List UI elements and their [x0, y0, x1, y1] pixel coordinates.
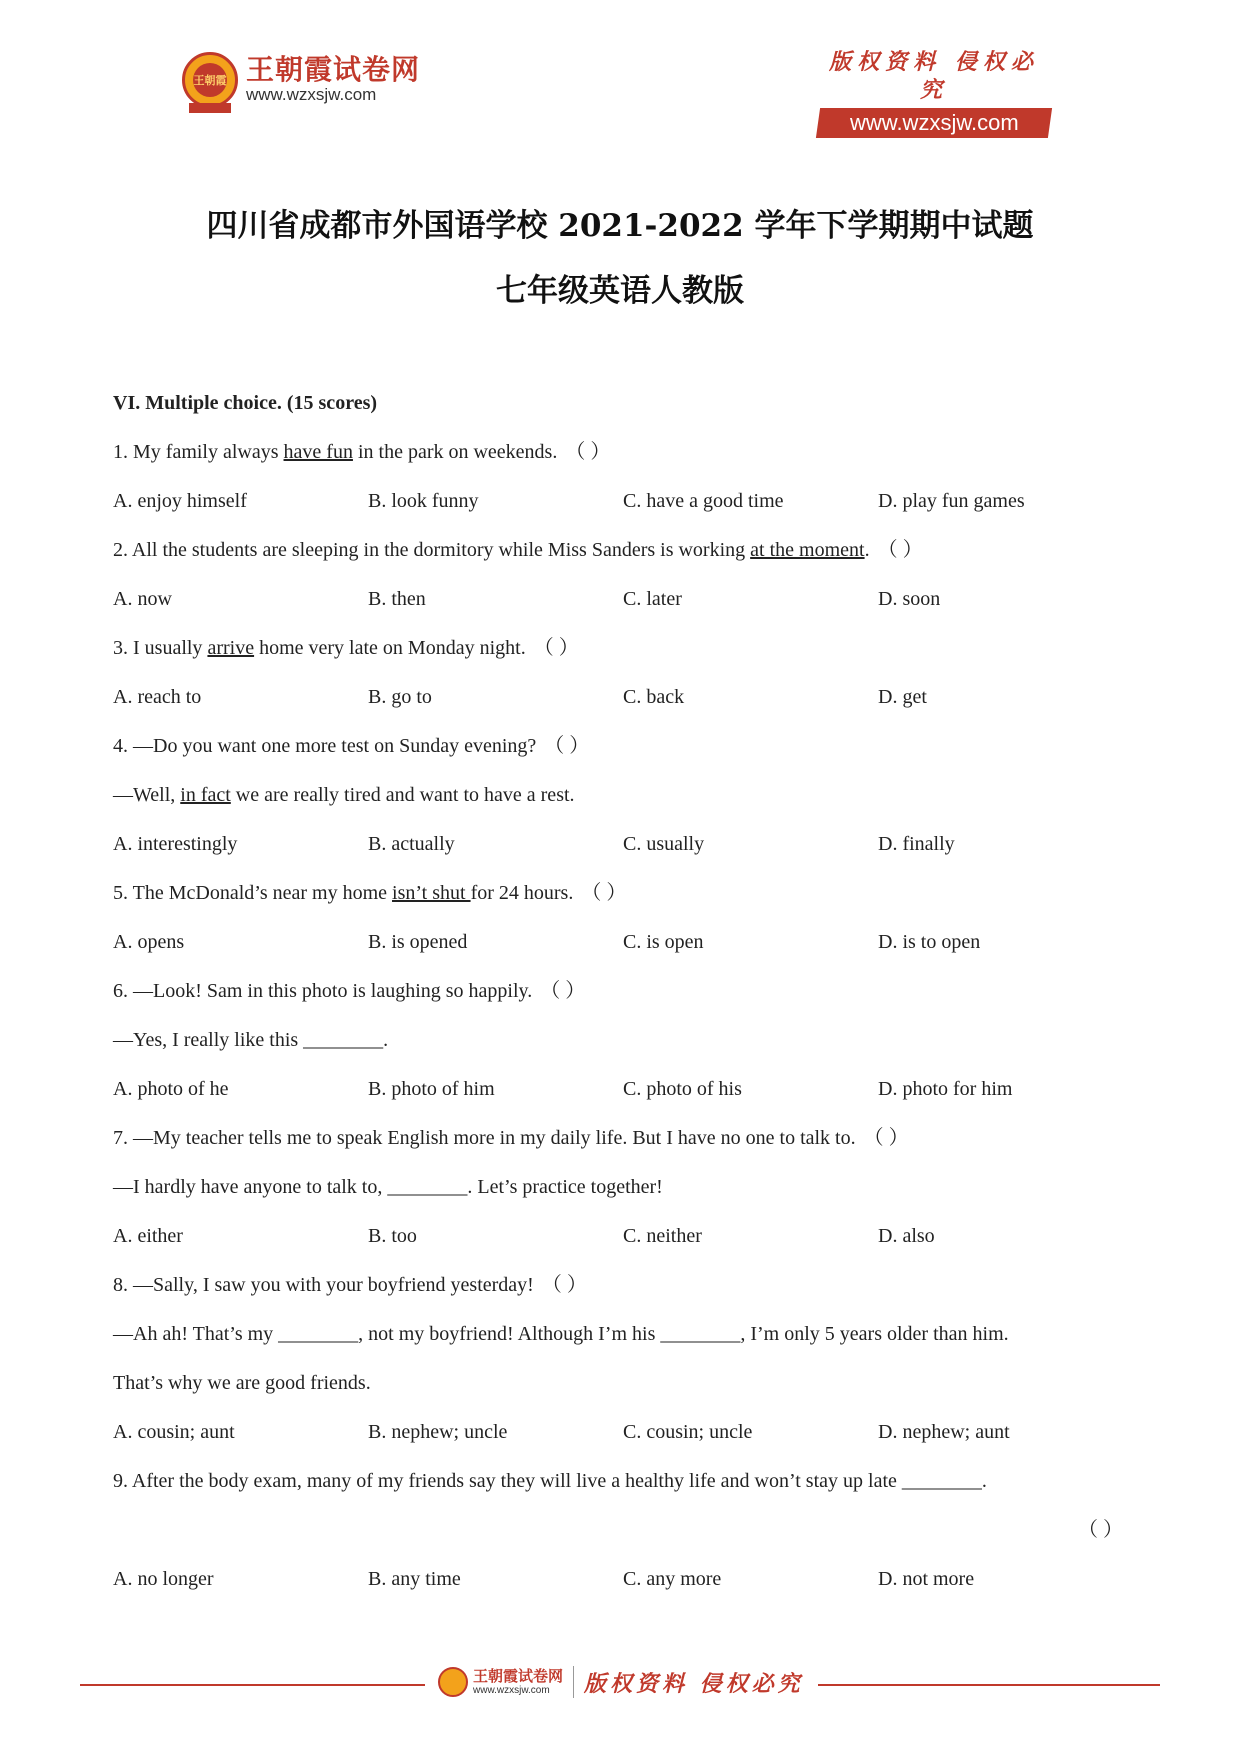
question-section — [113, 388, 1133, 1613]
question-text: 8. —Sally, I saw you with your boyfriend yesterday! — [113, 1274, 534, 1296]
question-text: 6. —Look! Sam in this photo is laughing so happily. — [113, 980, 533, 1002]
option-d[interactable]: D. soon — [878, 588, 941, 610]
footer-copyright: 版权资料 侵权必究 — [584, 1670, 804, 1697]
question-6-reply: —Yes, I really like this ________. — [113, 1029, 389, 1051]
option-c[interactable]: C. later — [623, 588, 682, 610]
footer-seal-emblem — [438, 1667, 468, 1697]
option-d[interactable]: D. photo for him — [878, 1078, 1013, 1100]
option-a[interactable]: A. either — [113, 1225, 183, 1247]
question-text: 3. I usually — [113, 637, 208, 659]
underlined-phrase: have fun — [283, 441, 353, 463]
option-c[interactable]: C. any more — [623, 1568, 722, 1590]
option-d[interactable]: D. get — [878, 686, 927, 708]
options-3 — [113, 682, 1133, 731]
page-footer — [0, 1660, 1240, 1710]
option-a[interactable]: A. photo of he — [113, 1078, 229, 1100]
question-5 — [113, 878, 1133, 927]
options-8 — [113, 1417, 1133, 1466]
options-6 — [113, 1074, 1133, 1123]
question-7-reply: —I hardly have anyone to talk to, ________. Let’s practice together! — [113, 1176, 663, 1198]
answer-blank[interactable]: （ ） — [533, 637, 579, 659]
question-1 — [113, 437, 1133, 486]
option-d[interactable]: D. finally — [878, 833, 955, 855]
option-c[interactable]: C. back — [623, 686, 685, 708]
options-2 — [113, 584, 1133, 633]
underlined-phrase: isn’t shut — [392, 882, 471, 904]
options-1 — [113, 486, 1133, 535]
answer-blank[interactable]: （ ） — [581, 882, 627, 904]
option-b[interactable]: B. nephew; uncle — [368, 1421, 508, 1443]
page-header — [0, 0, 1240, 135]
option-a[interactable]: A. opens — [113, 931, 185, 953]
option-d[interactable]: D. play fun games — [878, 490, 1025, 512]
question-4 — [113, 731, 1133, 780]
option-b[interactable]: B. any time — [368, 1568, 461, 1590]
footer-separator — [573, 1666, 574, 1698]
question-8-reply-cont: That’s why we are good friends. — [113, 1372, 371, 1394]
question-text: 4. —Do you want one more test on Sunday evening? — [113, 735, 537, 757]
site-logo[interactable] — [182, 52, 420, 108]
underlined-phrase: in fact — [180, 784, 231, 806]
option-b[interactable]: B. is opened — [368, 931, 468, 953]
option-b[interactable]: B. too — [368, 1225, 417, 1247]
copyright-url-bar[interactable] — [816, 108, 1052, 138]
option-c[interactable]: C. have a good time — [623, 490, 784, 512]
question-9: 9. After the body exam, many of my friends say they will live a healthy life and won’t stay up late ________. — [113, 1470, 987, 1492]
answer-blank[interactable]: （ ） — [877, 539, 923, 561]
option-d[interactable]: D. nephew; aunt — [878, 1421, 1010, 1443]
footer-logo-name: 王朝霞试卷网 — [473, 1666, 564, 1685]
exam-title: 四川省成都市外国语学校 2021-2022 学年下学期期中试题 — [206, 208, 1034, 244]
copyright-text: 版权资料 侵权必究 — [829, 49, 1039, 103]
answer-blank[interactable]: （ ） — [863, 1127, 909, 1149]
footer-brand — [438, 1666, 804, 1698]
question-4-reply — [113, 780, 1133, 829]
question-8-reply: —Ah ah! That’s my ________, not my boyfriend! Although I’m his ________, I’m only 5 years older than him. — [113, 1323, 1009, 1345]
option-c[interactable]: C. is open — [623, 931, 704, 953]
question-text: 7. —My teacher tells me to speak English more in my daily life. But I have no one to talk to. — [113, 1127, 856, 1149]
answer-blank[interactable]: （ ） — [541, 1274, 587, 1296]
footer-divider-left — [80, 1684, 425, 1686]
question-text: 5. The McDonald’s near my home — [113, 882, 393, 904]
option-a[interactable]: A. reach to — [113, 686, 202, 708]
option-b[interactable]: B. photo of him — [368, 1078, 495, 1100]
options-4 — [113, 829, 1133, 878]
question-8 — [113, 1270, 1133, 1319]
question-7 — [113, 1123, 1133, 1172]
logo-name: 王朝霞试卷网 — [246, 53, 421, 86]
question-text: —Well, — [113, 784, 181, 806]
section-heading: VI. Multiple choice. (15 scores) — [113, 392, 378, 414]
question-text: 1. My family always — [113, 441, 284, 463]
option-d[interactable]: D. also — [878, 1225, 935, 1247]
footer-divider-right — [818, 1684, 1160, 1686]
option-c[interactable]: C. neither — [623, 1225, 702, 1247]
option-c[interactable]: C. photo of his — [623, 1078, 742, 1100]
question-2 — [113, 535, 1133, 584]
question-6 — [113, 976, 1133, 1025]
option-b[interactable]: B. look funny — [368, 490, 479, 512]
option-c[interactable]: C. usually — [623, 833, 705, 855]
underlined-phrase: arrive — [207, 637, 255, 659]
answer-blank[interactable]: （ ） — [544, 735, 590, 757]
options-5 — [113, 927, 1133, 976]
exam-subtitle: 七年级英语人教版 — [496, 273, 744, 309]
option-a[interactable]: A. interestingly — [113, 833, 238, 855]
copyright-url[interactable]: www.wzxsjw.com — [849, 110, 1019, 135]
option-d[interactable]: D. is to open — [878, 931, 981, 953]
option-b[interactable]: B. then — [368, 588, 426, 610]
logo-url[interactable]: www.wzxsjw.com — [246, 85, 377, 104]
answer-blank[interactable]: （ ） — [540, 980, 586, 1002]
option-a[interactable]: A. cousin; aunt — [113, 1421, 235, 1443]
seal-ribbon — [189, 103, 231, 113]
option-a[interactable]: A. enjoy himself — [113, 490, 247, 512]
option-a[interactable]: A. now — [113, 588, 172, 610]
question-text: 2. All the students are sleeping in the dormitory while Miss Sanders is working — [113, 539, 751, 561]
underlined-phrase: at the moment — [750, 539, 865, 561]
copyright-block — [818, 48, 1050, 138]
seal-text: 王朝霞 — [193, 63, 227, 97]
option-a[interactable]: A. no longer — [113, 1568, 214, 1590]
option-d[interactable]: D. not more — [878, 1568, 975, 1590]
footer-logo-url[interactable]: www.wzxsjw.com — [473, 1684, 550, 1696]
option-b[interactable]: B. actually — [368, 833, 455, 855]
option-b[interactable]: B. go to — [368, 686, 432, 708]
answer-blank-9[interactable]: （ ） — [1078, 1519, 1123, 1541]
seal-emblem — [182, 52, 238, 108]
question-text: home very late on Monday night. — [254, 637, 526, 659]
option-c[interactable]: C. cousin; uncle — [623, 1421, 753, 1443]
question-text: we are really tired and want to have a rest. — [230, 784, 575, 806]
question-text: in the park on weekends. — [352, 441, 558, 463]
question-text: . — [864, 539, 870, 561]
options-9 — [113, 1564, 1133, 1613]
question-text: for 24 hours. — [470, 882, 574, 904]
options-7 — [113, 1221, 1133, 1270]
question-3 — [113, 633, 1133, 682]
answer-blank[interactable]: （ ） — [565, 441, 611, 463]
